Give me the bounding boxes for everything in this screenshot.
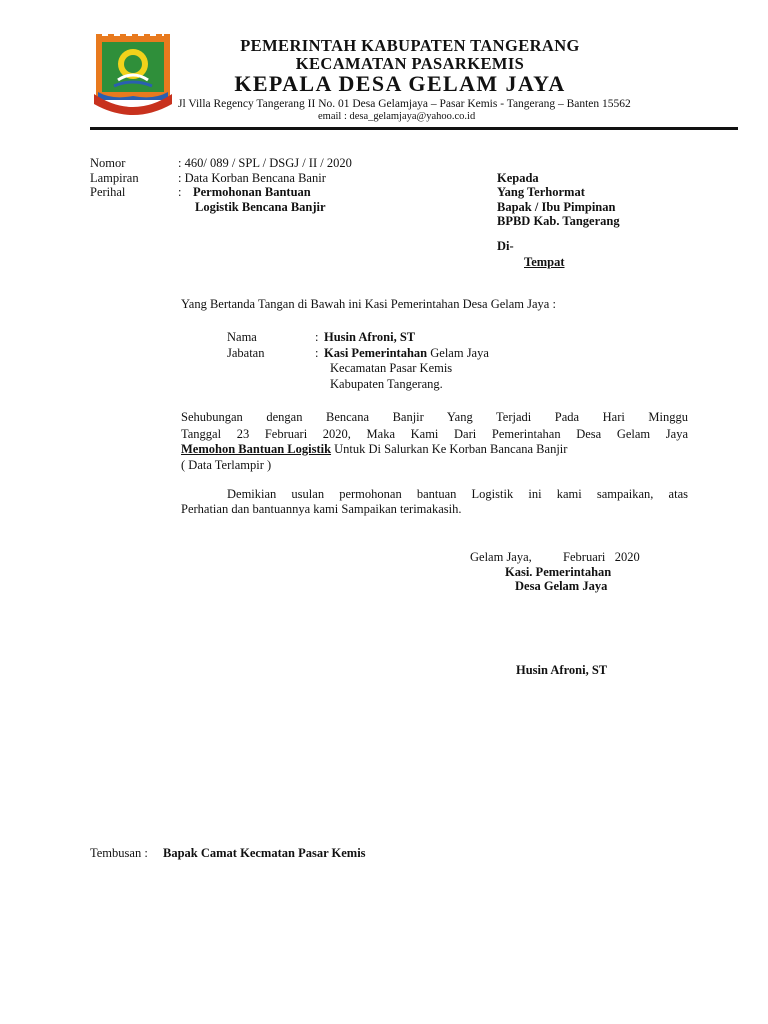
header-divider xyxy=(90,127,738,130)
header-email: email : desa_gelamjaya@yahoo.co.id xyxy=(318,111,476,122)
signature-place-date: Gelam Jaya, Februari 2020 xyxy=(470,550,640,564)
header-address: Jl Villa Regency Tangerang II No. 01 Desa Gelamjaya – Pasar Kemis - Tangerang – Banten 15562 xyxy=(178,98,631,110)
paragraph1-line3 xyxy=(181,442,567,457)
nama-colon: : xyxy=(315,330,319,344)
jabatan-label: Jabatan xyxy=(227,346,265,360)
jabatan-value xyxy=(324,346,489,361)
jabatan-line3: Kabupaten Tangerang. xyxy=(330,377,443,391)
nama-label: Nama xyxy=(227,330,257,344)
paragraph1-line1: Sehubungan dengan Bencana Banjir Yang Terjadi Pada Hari Minggu xyxy=(181,410,688,424)
perihal-value-line1: Permohonan Bantuan xyxy=(193,185,311,199)
paragraph2-line2: Perhatian dan bantuannya kami Sampaikan terimakasih. xyxy=(181,502,462,516)
signature-title2: Desa Gelam Jaya xyxy=(515,579,608,593)
paragraph1-line2: Tanggal 23 Februari 2020, Maka Kami Dari Pemerintahan Desa Gelam Jaya xyxy=(181,427,688,441)
recipient-pimpinan: Bapak / Ibu Pimpinan xyxy=(497,200,616,214)
recipient-bpbd: BPBD Kab. Tangerang xyxy=(497,214,620,228)
recipient-di: Di- xyxy=(497,239,514,253)
intro-text: Yang Bertanda Tangan di Bawah ini Kasi Pemerintahan Desa Gelam Jaya : xyxy=(181,297,556,311)
jabatan-value-bold: Kasi Pemerintahan xyxy=(324,346,428,360)
paragraph1-line3-rest: Untuk Di Salurkan Ke Korban Bancana Banjir xyxy=(331,442,568,456)
jabatan-line2: Kecamatan Pasar Kemis xyxy=(330,361,453,375)
recipient-tempat: Tempat xyxy=(524,255,565,269)
signature-title1: Kasi. Pemerintahan xyxy=(505,565,612,579)
memohon-bantuan-logistik: Memohon Bantuan Logistik xyxy=(181,442,332,456)
recipient-kepada: Kepada xyxy=(497,171,539,185)
nomor-value: : 460/ 089 / SPL / DSGJ / II / 2020 xyxy=(178,156,352,170)
jabatan-value-rest: Gelam Jaya xyxy=(427,346,489,360)
nama-value: Husin Afroni, ST xyxy=(324,330,416,344)
tembusan-label: Tembusan : xyxy=(90,846,151,860)
jabatan-colon: : xyxy=(315,346,319,360)
perihal-label: Perihal xyxy=(90,185,126,199)
tembusan-value: Bapak Camat Kecmatan Pasar Kemis xyxy=(163,846,366,860)
header-government: PEMERINTAH KABUPATEN TANGERANG xyxy=(240,36,580,55)
paragraph2-line1: Demikian usulan permohonan bantuan Logistik ini kami sampaikan, atas xyxy=(227,487,688,501)
header-village-head: KEPALA DESA GELAM JAYA xyxy=(234,71,566,96)
lampiran-value: : Data Korban Bencana Banir xyxy=(178,171,326,185)
header-district: KECAMATAN PASARKEMIS xyxy=(295,54,525,73)
signature-name: Husin Afroni, ST xyxy=(516,663,608,677)
perihal-value-line2: Logistik Bencana Banjir xyxy=(195,200,326,214)
perihal-colon: : xyxy=(178,185,182,199)
paragraph1-line4: ( Data Terlampir ) xyxy=(181,458,272,472)
lampiran-label: Lampiran xyxy=(90,171,139,185)
nomor-label: Nomor xyxy=(90,156,126,170)
recipient-yang-terhormat: Yang Terhormat xyxy=(497,185,585,199)
